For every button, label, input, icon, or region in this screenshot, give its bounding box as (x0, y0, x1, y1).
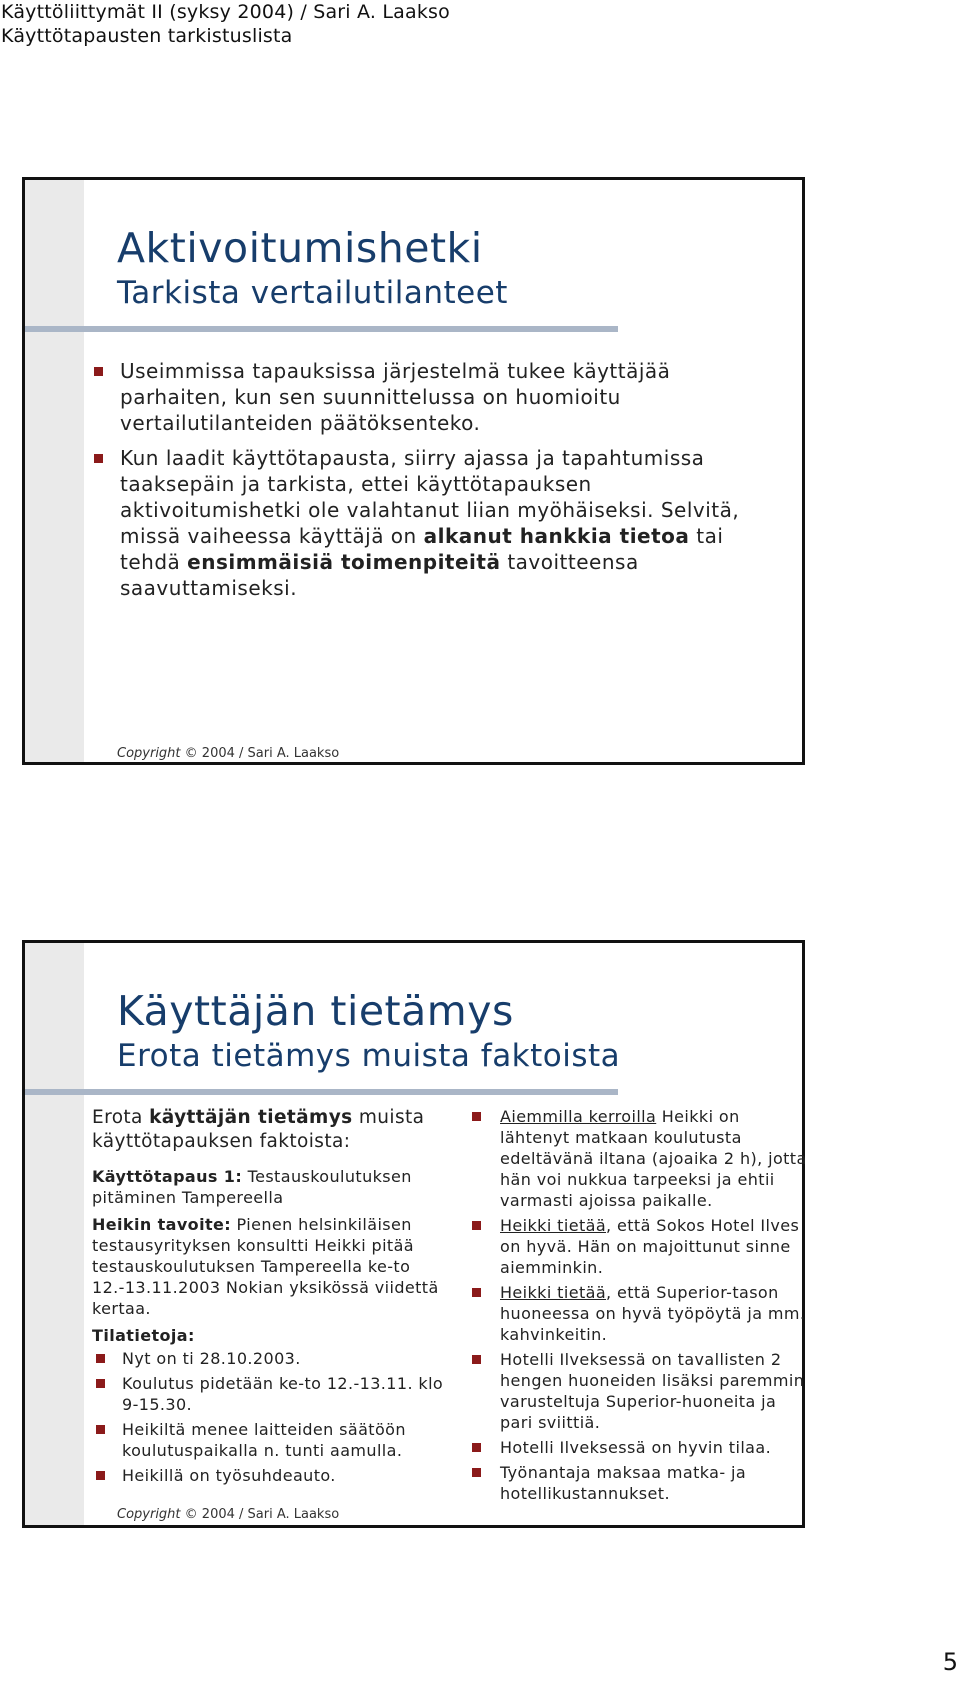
list-item (468, 1282, 808, 1345)
copyright-word: Copyright (117, 1507, 181, 1522)
square-bullet-icon (94, 367, 103, 376)
facts-heading (92, 1325, 447, 1346)
square-bullet-icon (94, 454, 103, 463)
square-bullet-icon (96, 1425, 105, 1434)
fact-text: Heikiltä menee laitteiden säätöön koulutuspaikalla n. tunti aamulla. (122, 1420, 406, 1460)
fact-text: Koulutus pidetään ke-to 12.-13.11. klo 9-15.30. (122, 1374, 444, 1414)
bold-phrase: ensimmäisiä toimenpiteitä (187, 550, 501, 574)
fact-text: Nyt on ti 28.10.2003. (122, 1349, 301, 1368)
bullet-text: tai tehdä (120, 524, 724, 574)
item-text: Hotelli Ilveksessä on hyvin tilaa. (500, 1438, 772, 1457)
square-bullet-icon (472, 1221, 481, 1230)
square-bullet-icon (472, 1443, 481, 1452)
square-bullet-icon (96, 1354, 105, 1363)
bullet-text: Kun laadit käyttötapausta, siirry ajassa ja tapahtumissa taaksepäin ja tarkista, ettei käyttötapauksen aktivoitumishetki ole valahtanut liian myöhäiseksi. Selvitä, missä vaiheessa käyttäjä on (120, 446, 740, 548)
underlined-phrase: Heikki tietää (500, 1216, 607, 1235)
copyright-rest: © 2004 / Sari A. Laakso (180, 1507, 340, 1522)
slide-subtitle: Erota tietämys muista faktoista (117, 1038, 621, 1074)
slide1-bullet-list (90, 358, 770, 610)
copyright-rest: © 2004 / Sari A. Laakso (180, 746, 340, 761)
copyright-note (117, 1507, 339, 1523)
slide2-right-column (468, 1106, 808, 1508)
list-item (90, 445, 770, 601)
item-text: Heikki on lähtenyt matkaan koulutusta edeltävänä iltana (ajoaika 2 h), jotta hän voi nukkua tarpeeksi ja ehtii varmasti ajoissa paikalle. (500, 1107, 807, 1210)
use-case-paragraph (92, 1166, 447, 1208)
header-course-line: Käyttöliittymät II (syksy 2004) / Sari A. Laakso (1, 1, 450, 23)
slide-title: Käyttäjän tietämys (117, 987, 514, 1035)
list-item (468, 1349, 808, 1433)
bullet-text: Useimmissa tapauksissa järjestelmä tukee käyttäjää parhaiten, kun sen suunnittelussa on huomioitu vertailutilanteiden päätöksenteko. (120, 359, 671, 435)
underlined-phrase: Heikki tietää (500, 1283, 607, 1302)
intro-text (92, 1106, 447, 1154)
slide-side-strip (25, 180, 84, 762)
page-number: 5 (942, 1648, 958, 1676)
goal-text: Pienen helsinkiläisen testausyrityksen konsultti Heikki pitää testauskoulutuksen Tampereella ke-to 12.-13.11.2003 Nokian yksikössä viidettä kertaa. (92, 1215, 439, 1318)
square-bullet-icon (96, 1471, 105, 1480)
slide-subtitle: Tarkista vertailutilanteet (117, 275, 508, 311)
bullet-text: tavoitteensa saavuttamiseksi. (120, 550, 639, 600)
list-item (468, 1462, 808, 1504)
list-item (92, 1465, 447, 1486)
title-rule (25, 1089, 618, 1095)
facts-label: Tilatietoja: (92, 1326, 195, 1345)
use-case-label: Käyttötapaus 1: (92, 1167, 243, 1186)
list-item (90, 358, 770, 436)
slide-side-strip (25, 943, 84, 1525)
page-header (1, 0, 450, 48)
list-item (92, 1419, 447, 1461)
item-text: Hotelli Ilveksessä on tavallisten 2 hengen huoneiden lisäksi paremmin varusteltuja Superior-huoneita ja pari sviittiä. (500, 1350, 805, 1432)
item-text: , että Sokos Hotel Ilves on hyvä. Hän on majoittunut sinne aiemminkin. (500, 1216, 800, 1277)
list-item (92, 1373, 447, 1415)
square-bullet-icon (472, 1355, 481, 1364)
use-case-text: Testauskoulutuksen pitäminen Tampereella (92, 1167, 412, 1207)
slide2-left-column (92, 1106, 447, 1490)
square-bullet-icon (472, 1112, 481, 1121)
item-text: Työnantaja maksaa matka- ja hotellikustannukset. (500, 1463, 747, 1503)
fact-text: Heikillä on työsuhdeauto. (122, 1466, 336, 1485)
facts-list (92, 1348, 447, 1486)
list-item (468, 1215, 808, 1278)
list-item (468, 1106, 808, 1211)
item-text: , että Superior-tason huoneessa on hyvä työpöytä ja mm. kahvinkeitin. (500, 1283, 806, 1344)
title-rule (25, 326, 618, 332)
copyright-word: Copyright (117, 746, 181, 761)
list-item (468, 1437, 808, 1458)
slide-title: Aktivoitumishetki (117, 224, 483, 272)
square-bullet-icon (472, 1288, 481, 1297)
intro-part: Erota (92, 1107, 150, 1128)
goal-label: Heikin tavoite: (92, 1215, 232, 1234)
intro-part: muista käyttötapauksen faktoista: (92, 1107, 425, 1152)
header-topic-line: Käyttötapausten tarkistuslista (1, 25, 293, 47)
bold-phrase: alkanut hankkia tietoa (423, 524, 690, 548)
bold-phrase: käyttäjän tietämys (149, 1107, 353, 1128)
square-bullet-icon (96, 1379, 105, 1388)
copyright-note (117, 746, 339, 762)
square-bullet-icon (472, 1468, 481, 1477)
goal-paragraph (92, 1214, 447, 1319)
list-item (92, 1348, 447, 1369)
underlined-phrase: Aiemmilla kerroilla (500, 1107, 657, 1126)
